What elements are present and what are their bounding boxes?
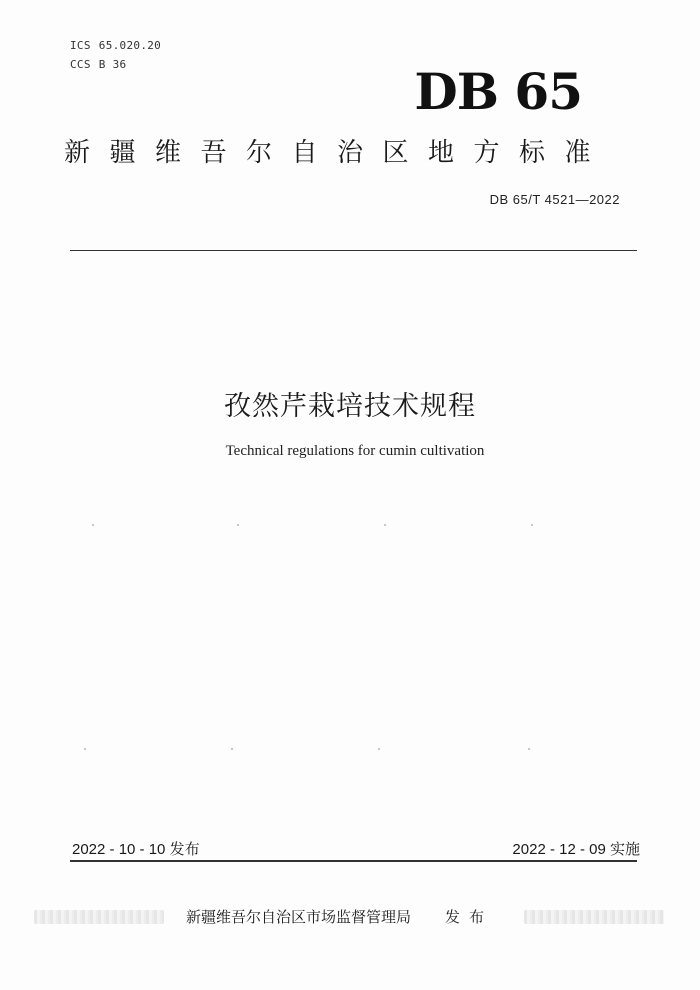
ccs-row: [70, 55, 169, 74]
classification-codes: [70, 36, 169, 74]
scan-speck: [384, 524, 386, 526]
bottom-divider: [70, 860, 637, 862]
ccs-code: B 36: [98, 58, 127, 71]
publisher-line: [186, 906, 493, 927]
implement-date: 2022 - 12 - 09 实施: [512, 841, 640, 858]
ics-code: 65.020.20: [98, 39, 162, 52]
ics-row: [70, 36, 169, 55]
db-logo: DB 65: [414, 62, 582, 121]
scan-speck: [531, 524, 533, 526]
ics-label: ICS: [70, 39, 91, 52]
org-title: 新疆维吾尔自治区地方标准: [64, 138, 611, 168]
title-chinese: 孜然芹栽培技术规程: [224, 391, 476, 422]
scan-speck: [528, 748, 530, 750]
ccs-label: CCS: [70, 58, 91, 71]
top-divider: [70, 250, 637, 251]
publisher-action: 发布: [445, 908, 494, 926]
scan-speck: [378, 748, 380, 750]
scan-speck: [237, 524, 239, 526]
scan-speck: [84, 748, 86, 750]
title-english: Technical regulations for cumin cultivation: [225, 443, 485, 459]
scan-smudge-left: [34, 910, 164, 924]
scan-smudge-right: [524, 910, 664, 924]
publisher-name: 新疆维吾尔自治区市场监督管理局: [186, 908, 412, 926]
scan-speck: [92, 524, 94, 526]
scan-speck: [231, 748, 233, 750]
publish-date: 2022 - 10 - 10 发布: [72, 841, 200, 858]
standard-number: DB 65/T 4521—2022: [489, 192, 620, 207]
